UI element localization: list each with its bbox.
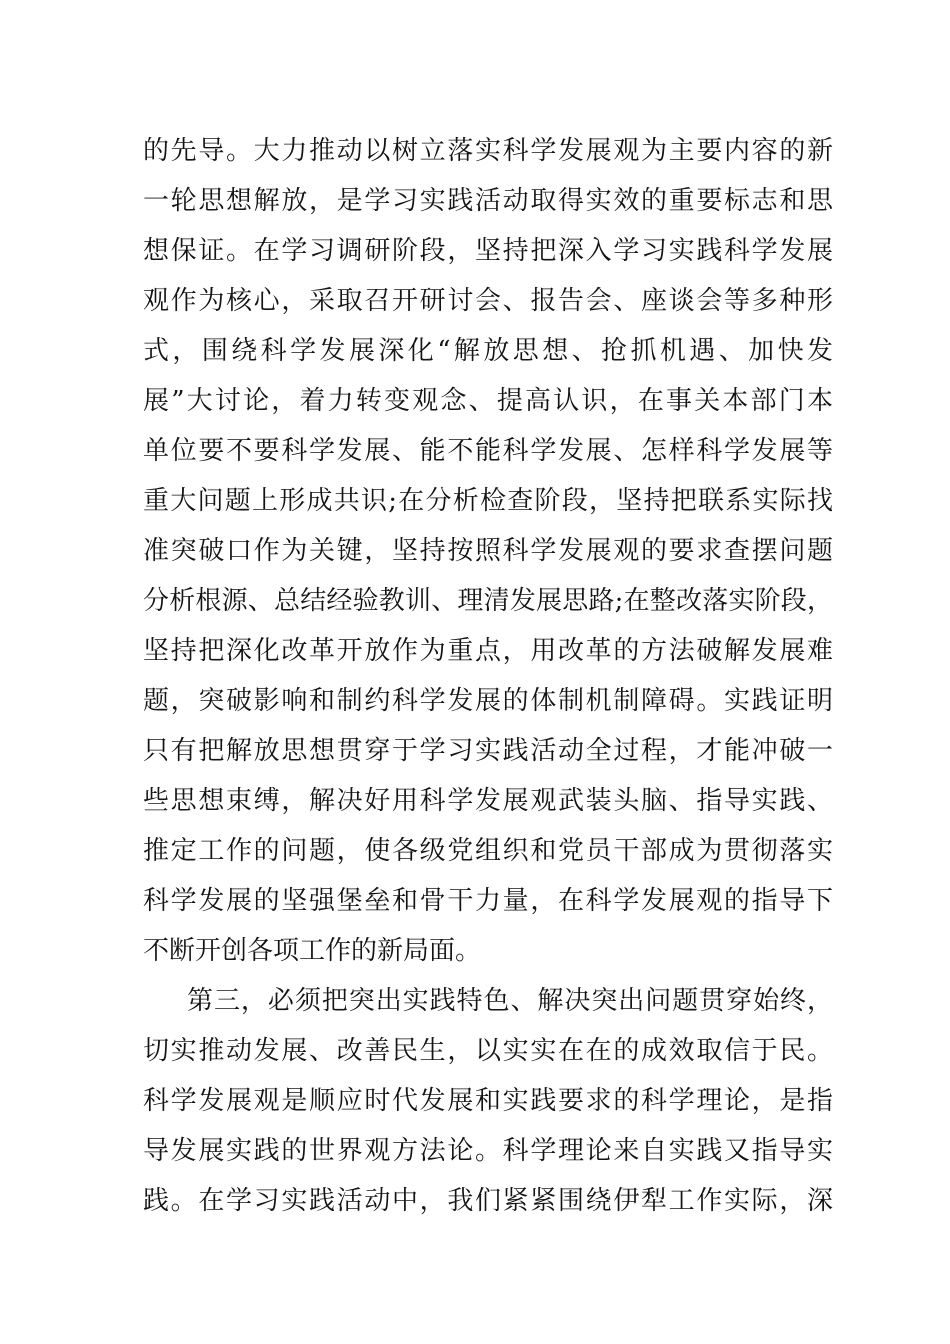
text-line: 重大问题上形成共识;在分析检查阶段，坚持把联系实际找: [143, 486, 833, 516]
text-line: 践。在学习实践活动中，我们紧紧围绕伊犁工作实际，深: [143, 1186, 833, 1216]
text-line: 科学发展的坚强堡垒和骨干力量，在科学发展观的指导下: [143, 886, 833, 916]
text-line: 些思想束缚，解决好用科学发展观武装头脑、指导实践、: [143, 786, 833, 816]
text-line: 只有把解放思想贯穿于学习实践活动全过程，才能冲破一: [143, 736, 833, 766]
text-line: 准突破口作为关键，坚持按照科学发展观的要求查摆问题: [143, 536, 833, 566]
text-line: 导发展实践的世界观方法论。科学理论来自实践又指导实: [143, 1136, 833, 1166]
text-line: 坚持把深化改革开放作为重点，用改革的方法破解发展难: [143, 636, 833, 666]
text-line: 的先导。大力推动以树立落实科学发展观为主要内容的新: [143, 136, 833, 166]
text-line: 想保证。在学习调研阶段，坚持把深入学习实践科学发展: [143, 236, 833, 266]
text-line: 单位要不要科学发展、能不能科学发展、怎样科学发展等: [143, 436, 833, 466]
text-line: 不断开创各项工作的新局面。: [143, 936, 482, 966]
text-line: 切实推动发展、改善民生，以实实在在的成效取信于民。: [143, 1036, 833, 1066]
text-line: 第三，必须把突出实践特色、解决突出问题贯穿始终，: [187, 986, 833, 1016]
text-line: 分析根源、总结经验教训、理清发展思路;在整改落实阶段，: [143, 586, 833, 616]
text-line: 展”大讨论，着力转变观念、提高认识，在事关本部门本: [143, 386, 833, 416]
text-line: 推定工作的问题，使各级党组织和党员干部成为贯彻落实: [143, 836, 833, 866]
document-body: [143, 126, 833, 1226]
paragraph-third: [143, 976, 833, 1226]
paragraph-continued: [143, 126, 833, 976]
text-line: 式，围绕科学发展深化“解放思想、抢抓机遇、加快发: [143, 336, 833, 366]
text-line: 题，突破影响和制约科学发展的体制机制障碍。实践证明: [143, 686, 833, 716]
text-line: 观作为核心，采取召开研讨会、报告会、座谈会等多种形: [143, 286, 833, 316]
text-line: 科学发展观是顺应时代发展和实践要求的科学理论，是指: [143, 1086, 833, 1116]
text-line: 一轮思想解放，是学习实践活动取得实效的重要标志和思: [143, 186, 833, 216]
